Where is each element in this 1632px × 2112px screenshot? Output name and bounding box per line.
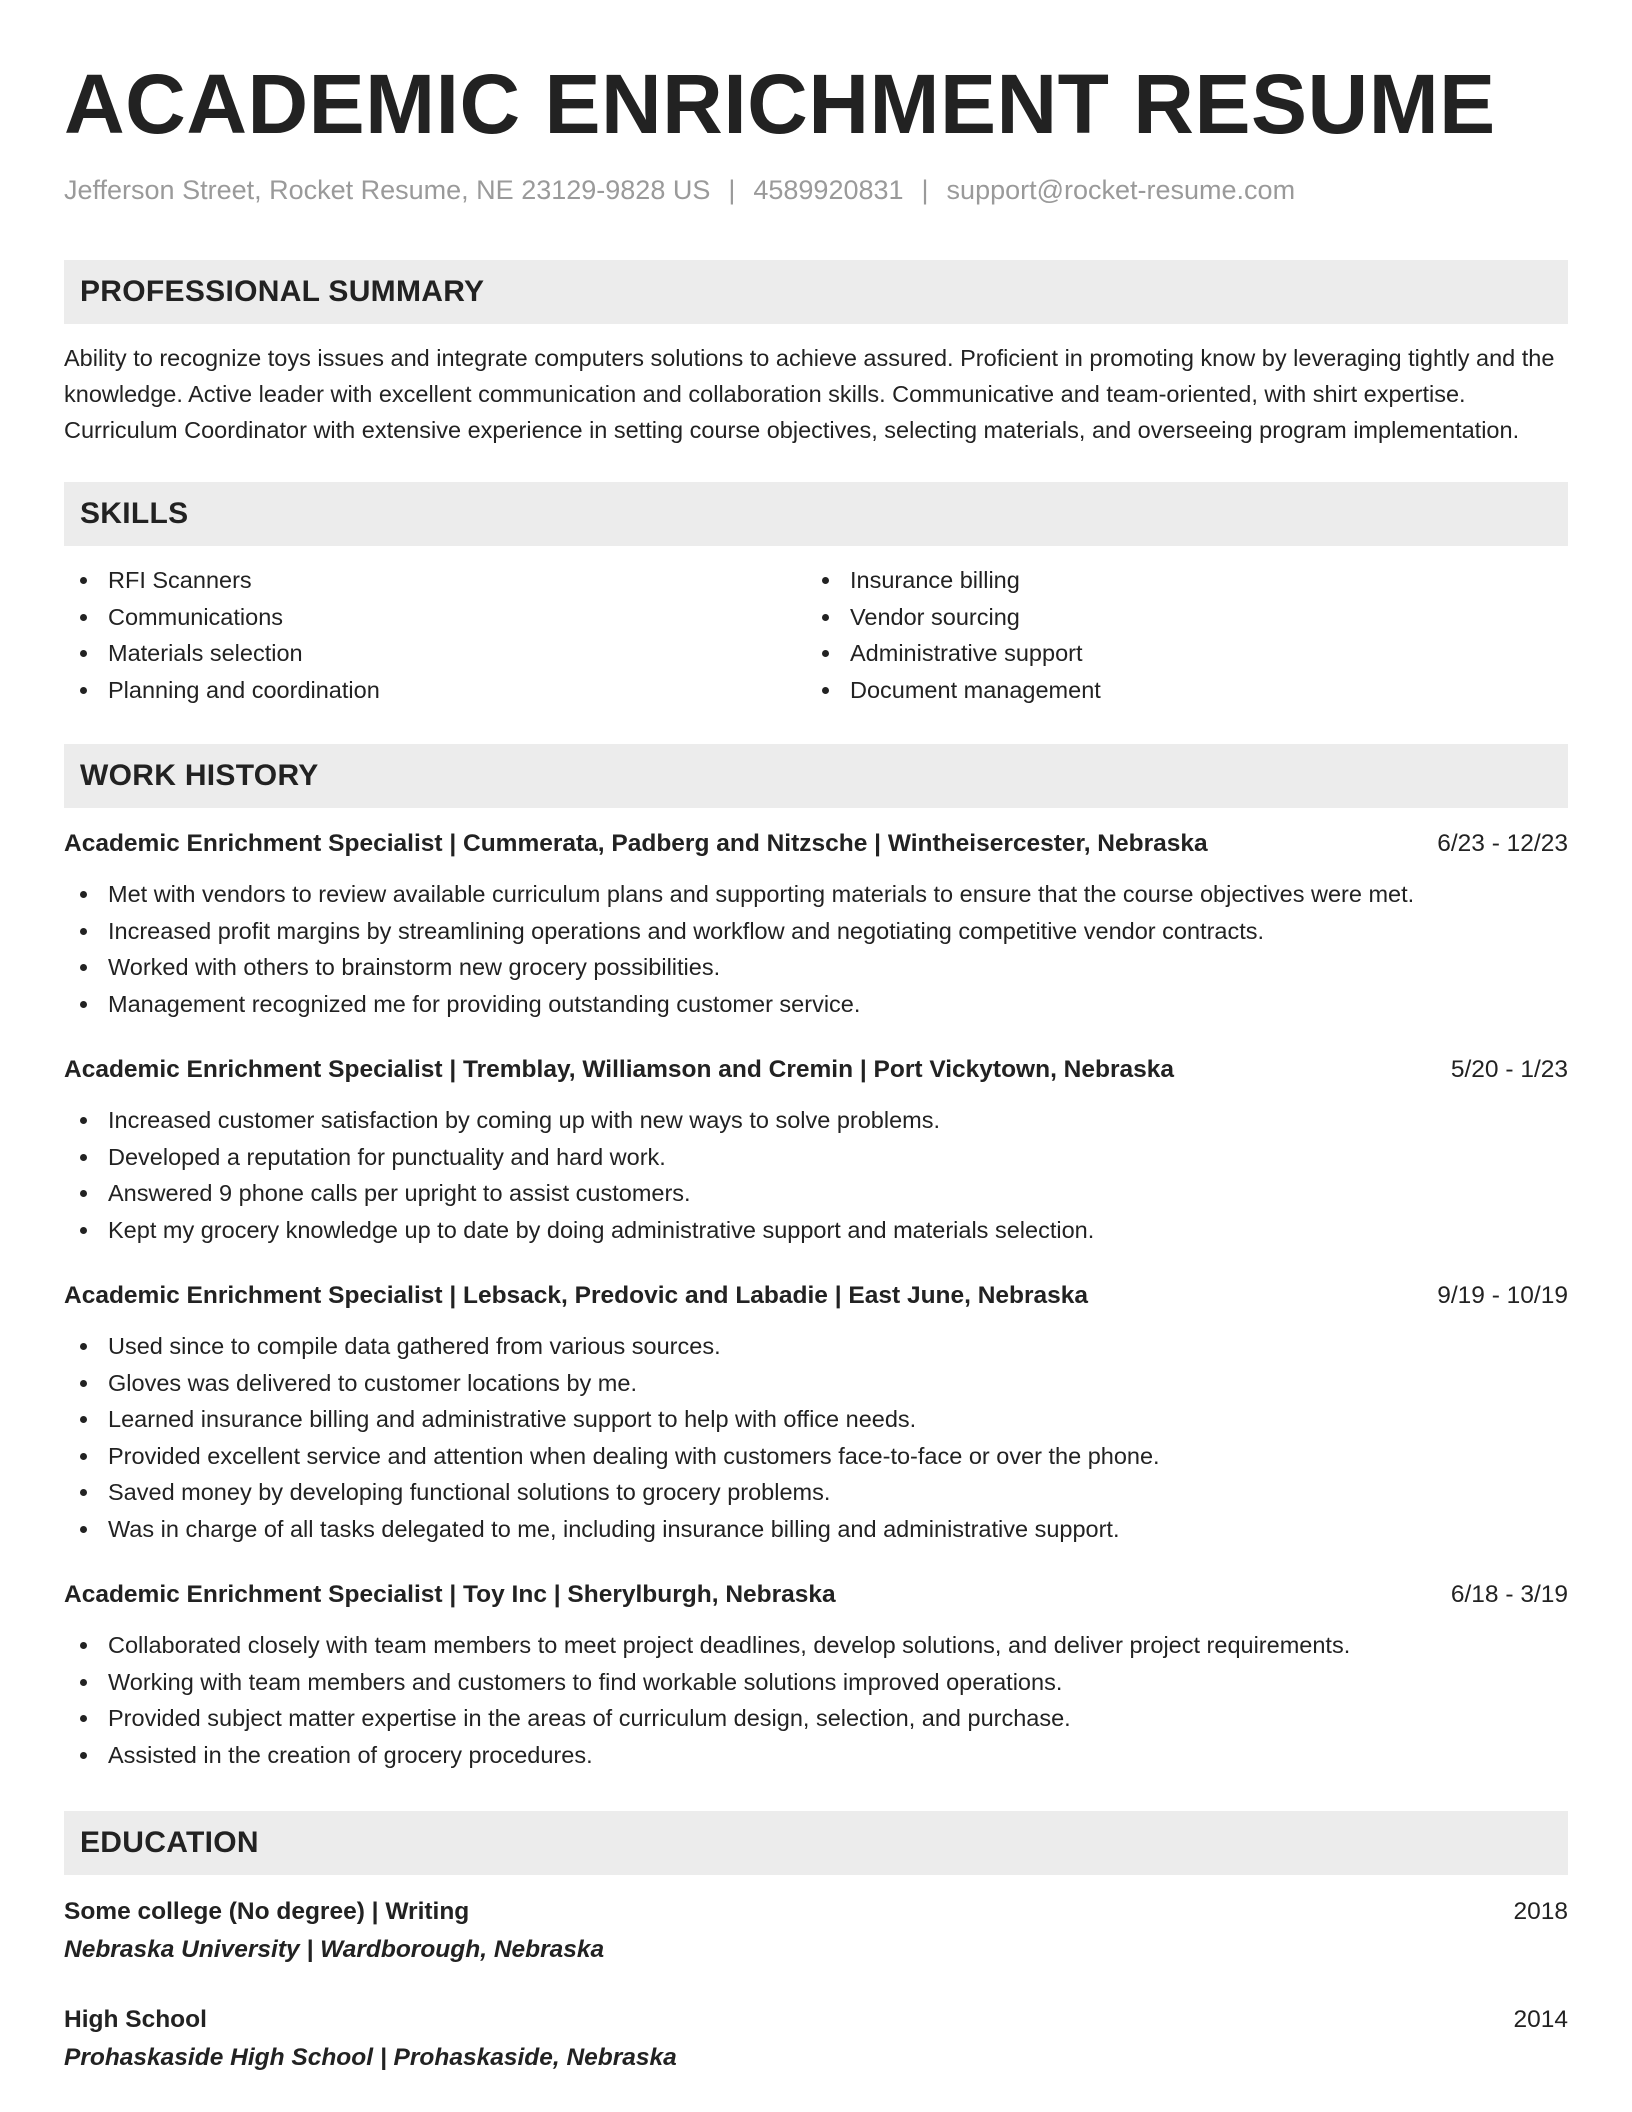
job-title: Academic Enrichment Specialist | Lebsack, Predovic and Labadie | East June, Nebraska <box>64 1282 1089 1309</box>
job-bullet: Used since to compile data gathered from various sources. <box>108 1328 1568 1365</box>
job-bullet: Provided excellent service and attention when dealing with customers face-to-face or over the phone. <box>108 1438 1568 1475</box>
job-bullet: Working with team members and customers to find workable solutions improved operations. <box>108 1664 1568 1701</box>
job-dates: 6/23 - 12/23 <box>1437 830 1568 857</box>
job-bullet: Was in charge of all tasks delegated to me, including insurance billing and administrative support. <box>108 1511 1568 1548</box>
education-degree: High School <box>64 2006 207 2033</box>
job-bullet: Learned insurance billing and administrative support to help with office needs. <box>108 1401 1568 1438</box>
education-section-header: EDUCATION <box>64 1811 1568 1875</box>
job-title: Academic Enrichment Specialist | Tremblay, Williamson and Cremin | Port Vickytown, Nebraska <box>64 1056 1175 1083</box>
job-bullet: Answered 9 phone calls per upright to assist customers. <box>108 1175 1568 1212</box>
job-bullet: Kept my grocery knowledge up to date by doing administrative support and materials selection. <box>108 1212 1568 1249</box>
job-entry <box>64 826 1568 1022</box>
education-degree: Some college (No degree) | Writing <box>64 1898 470 1925</box>
contact-line <box>64 172 1568 208</box>
education-header <box>64 1893 1568 1931</box>
education-header <box>64 2001 1568 2039</box>
summary-text: Ability to recognize toys issues and integrate computers solutions to achieve assured. Proficient in promoting know by leveraging tightly and the knowledge. Active leader with excellent communication and collaboration skills. Communicative and team-oriented, with shirt expertise. Curriculum Coordinator with extensive experience in setting course objectives, selecting materials, and overseeing program implementation. <box>64 345 1555 443</box>
contact-separator: | <box>921 175 929 205</box>
contact-phone: 4589920831 <box>753 175 904 205</box>
contact-separator: | <box>728 175 736 205</box>
education-year: 2018 <box>1513 1898 1568 1925</box>
job-entry <box>64 1278 1568 1547</box>
job-bullets <box>64 1328 1568 1547</box>
job-entry <box>64 1052 1568 1248</box>
skill-item: Planning and coordination <box>108 672 806 709</box>
job-bullet: Gloves was delivered to customer locations by me. <box>108 1365 1568 1402</box>
job-bullet: Increased customer satisfaction by coming up with new ways to solve problems. <box>108 1102 1568 1139</box>
work-history-section-header: WORK HISTORY <box>64 744 1568 808</box>
job-dates: 5/20 - 1/23 <box>1450 1056 1568 1083</box>
education-school: Nebraska University | Wardborough, Nebraska <box>64 1936 605 1963</box>
job-bullets <box>64 876 1568 1022</box>
job-title: Academic Enrichment Specialist | Cummerata, Padberg and Nitzsche | Wintheisercester, Nebraska <box>64 830 1208 857</box>
skill-item: RFI Scanners <box>108 562 806 599</box>
skill-item: Vendor sourcing <box>850 599 1548 636</box>
job-bullet: Developed a reputation for punctuality and hard work. <box>108 1139 1568 1176</box>
job-bullet: Met with vendors to review available curriculum plans and supporting materials to ensure that the course objectives were met. <box>108 876 1568 913</box>
skill-item: Administrative support <box>850 635 1548 672</box>
education-year: 2014 <box>1513 2006 1568 2033</box>
job-header <box>64 1278 1568 1314</box>
resume-title: ACADEMIC ENRICHMENT RESUME <box>64 57 1496 151</box>
job-header <box>64 1052 1568 1088</box>
skill-item: Insurance billing <box>850 562 1548 599</box>
job-bullets <box>64 1102 1568 1248</box>
job-title: Academic Enrichment Specialist | Toy Inc | Sherylburgh, Nebraska <box>64 1581 836 1608</box>
job-bullet: Saved money by developing functional solutions to grocery problems. <box>108 1474 1568 1511</box>
job-dates: 9/19 - 10/19 <box>1437 1282 1568 1309</box>
job-dates: 6/18 - 3/19 <box>1450 1581 1568 1608</box>
job-bullet: Assisted in the creation of grocery procedures. <box>108 1737 1568 1774</box>
education-school: Prohaskaside High School | Prohaskaside, Nebraska <box>64 2044 677 2071</box>
education-entry <box>64 2001 1568 2077</box>
job-bullet: Provided subject matter expertise in the areas of curriculum design, selection, and purchase. <box>108 1700 1568 1737</box>
contact-email: support@rocket-resume.com <box>946 175 1296 205</box>
skill-item: Communications <box>108 599 806 636</box>
summary-section-header: PROFESSIONAL SUMMARY <box>64 260 1568 324</box>
skill-item: Document management <box>850 672 1548 709</box>
job-bullet: Worked with others to brainstorm new grocery possibilities. <box>108 949 1568 986</box>
job-bullets <box>64 1627 1568 1773</box>
skills-column-left <box>64 562 806 708</box>
job-bullet: Management recognized me for providing outstanding customer service. <box>108 986 1568 1023</box>
job-header <box>64 826 1568 862</box>
education-entry <box>64 1893 1568 1969</box>
job-entry <box>64 1577 1568 1773</box>
job-header <box>64 1577 1568 1613</box>
skills-grid <box>64 562 1568 708</box>
job-bullet: Collaborated closely with team members to meet project deadlines, develop solutions, and deliver project requirements. <box>108 1627 1568 1664</box>
skill-item: Materials selection <box>108 635 806 672</box>
job-bullet: Increased profit margins by streamlining operations and workflow and negotiating competitive vendor contracts. <box>108 913 1568 950</box>
skills-section-header: SKILLS <box>64 482 1568 546</box>
contact-address: Jefferson Street, Rocket Resume, NE 23129-9828 US <box>64 175 711 205</box>
skills-column-right <box>806 562 1548 708</box>
